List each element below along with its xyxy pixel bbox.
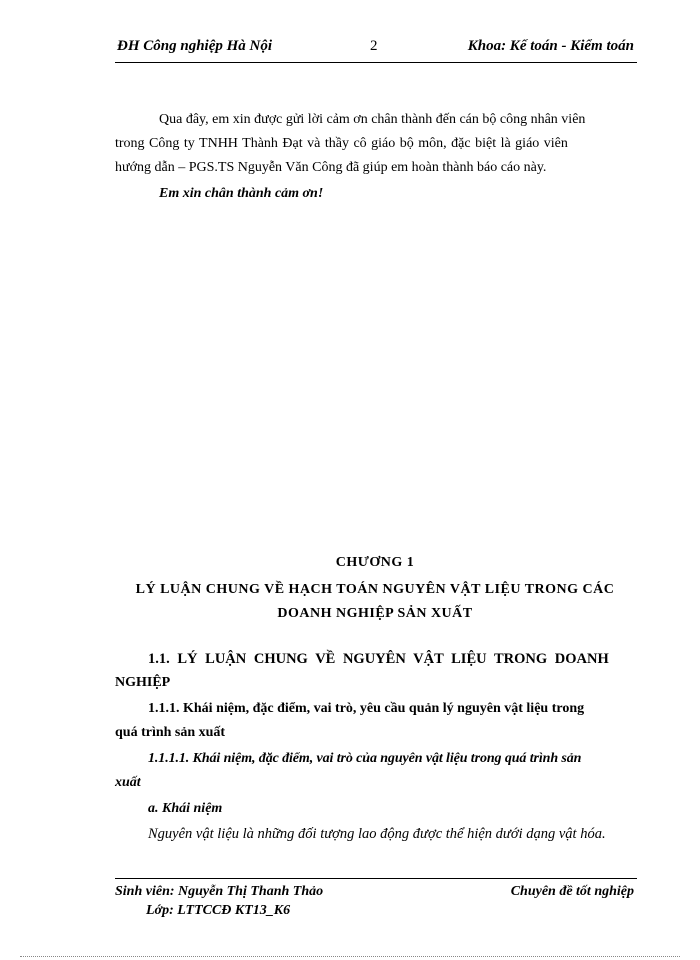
chapter-title-line-1: LÝ LUẬN CHUNG VỀ HẠCH TOÁN NGUYÊN VẬT LIỆU TRONG CÁC <box>135 582 615 597</box>
header-department: Khoa: Kế toán - Kiểm toán <box>467 38 634 54</box>
page-number: 2 <box>370 38 378 54</box>
ack-thanks: Em xin chân thành cảm ơn! <box>159 186 324 201</box>
footer-thesis-type: Chuyên đề tốt nghiệp <box>510 884 634 899</box>
section-1-1-heading-cont: NGHIỆP <box>115 675 171 690</box>
ack-line-3: hướng dẫn – PGS.TS Nguyễn Văn Công đã giúp em hoàn thành báo cáo này. <box>115 160 547 175</box>
section-1-1-1-1-heading: 1.1.1.1. Khái niệm, đặc điểm, vai trò của nguyên vật liệu trong quá trình sản <box>148 751 582 766</box>
subsection-a-heading: a. Khái niệm <box>148 801 223 816</box>
page-bottom-border <box>20 956 680 957</box>
header-university: ĐH Công nghiệp Hà Nội <box>117 38 273 54</box>
section-1-1-1-1-heading-cont: xuất <box>115 775 141 790</box>
section-1-1-1-heading-cont: quá trình sản xuất <box>115 725 226 740</box>
footer-class: Lớp: LTTCCĐ KT13_K6 <box>146 903 291 918</box>
ack-line-2: trong Công ty TNHH Thành Đạt và thầy cô giáo bộ môn, đặc biệt là giáo viên <box>115 136 568 151</box>
footer-student: Sinh viên: Nguyễn Thị Thanh Thảo <box>115 884 324 899</box>
header-rule <box>115 62 637 63</box>
footer-rule <box>115 878 637 879</box>
chapter-title-line-2: DOANH NGHIỆP SẢN XUẤT <box>277 606 473 621</box>
ack-line-1: Qua đây, em xin được gửi lời cảm ơn chân thành đến cán bộ công nhân viên <box>159 112 586 127</box>
body-definition: Nguyên vật liệu là những đối tượng lao động được thể hiện dưới dạng vật hóa. <box>148 826 606 842</box>
chapter-number: CHƯƠNG 1 <box>335 555 415 570</box>
section-1-1-heading: 1.1. LÝ LUẬN CHUNG VỀ NGUYÊN VẬT LIỆU TRONG DOANH <box>148 651 609 667</box>
section-1-1-1-heading: 1.1.1. Khái niệm, đặc điểm, vai trò, yêu cầu quản lý nguyên vật liệu trong <box>148 701 585 716</box>
